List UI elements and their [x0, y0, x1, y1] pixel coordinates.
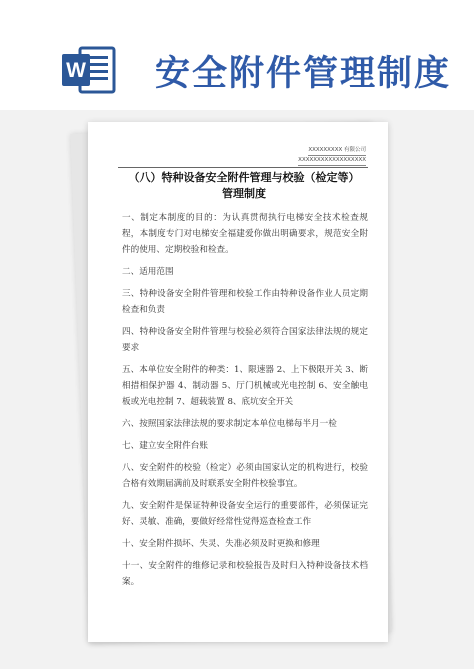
document-code: XXXXXXXXXXXXXXXXXX [298, 156, 366, 166]
document-title-line-2: 管理制度 [222, 187, 266, 200]
paragraph-1: 一、制定本制度的目的：为认真贯彻执行电梯安全技术检查规程，本制度专门对电梯安全福建爱你做出明确要求，规范安全附件的使用、定期校验和检查。 [122, 213, 368, 255]
word-icon-letter: W [66, 59, 86, 82]
header-banner [0, 0, 474, 110]
company-name: XXXXXXXXX 有限公司 [308, 146, 366, 156]
document-page [88, 122, 388, 642]
paragraph-9: 九、安全附件是保证特种设备安全运行的重要部件，必须保证完好、灵敏、准确，要做好经常性觉得巡查检查工作 [122, 501, 368, 527]
paragraph-10: 十、安全附件损坏、失灵、失准必须及时更换和修理 [122, 539, 320, 549]
document-body [122, 210, 368, 596]
document-title [118, 170, 370, 202]
header-rule [118, 167, 368, 168]
paragraph-2: 二、适用范围 [122, 267, 174, 277]
page-title: 安全附件管理制度 [155, 54, 452, 94]
paragraph-11: 十一、安全附件的维修记录和校验报告及时归入特种设备技术档案。 [122, 561, 368, 587]
paragraph-4: 四、特种设备安全附件管理与校验必须符合国家法律法规的规定要求 [122, 327, 368, 353]
paragraph-7: 七、建立安全附件台账 [122, 441, 208, 451]
paragraph-3: 三、特种设备安全附件管理和校验工作由特种设备作业人员定期检查和负责 [122, 289, 368, 315]
word-doc-icon [60, 42, 116, 98]
document-header-meta [298, 146, 366, 166]
document-title-line-1: （八）特种设备安全附件管理与校验（检定等） [128, 171, 360, 184]
paragraph-6: 六、按照国家法律法规的要求制定本单位电梯每半月一检 [122, 419, 337, 429]
paragraph-5: 五、本单位安全附件的种类：1、限速器 2、上下极限开关 3、断相措相保护器 4、制动器 5、厅门机械或光电控制 6、安全触电板或光电控制 7、超载装置 8、底坑安全开关 [122, 365, 368, 407]
paragraph-8: 八、安全附件的校验（检定）必须由国家认定的机构进行，校验合格有效期届满前及时联系安全附件校验事宜。 [122, 463, 368, 489]
